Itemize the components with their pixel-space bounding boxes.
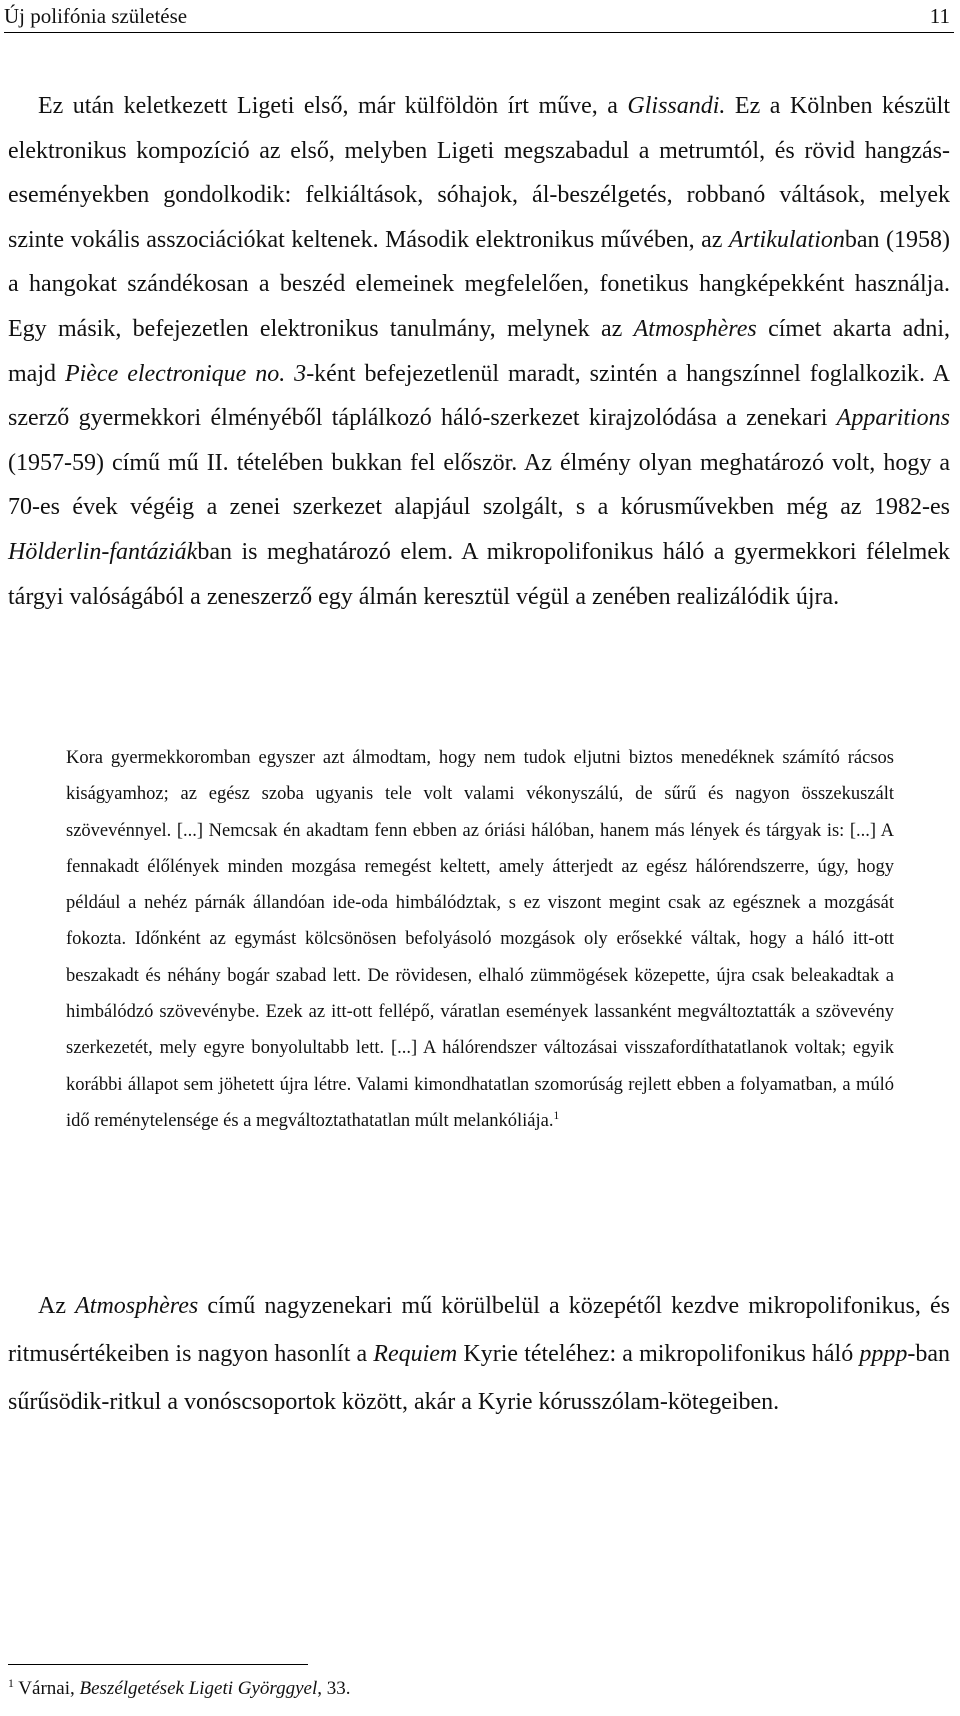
book-title: Beszélgetések Ligeti Györggyel <box>79 1678 318 1699</box>
text-run: című nagyzenekari mű körülbelül a közepétől kezdve mikropolifonikus, és ritmusértékeiben is nagyon hasonlít a <box>8 1293 951 1367</box>
quote-text: Kora gyermekkoromban egyszer azt álmodtam, hogy nem tudok eljutni biztos menedéknek számító rácsos kiságyamhoz; az egész szoba ugyanis tele volt valami vékonyszálú, de sűrű és nagyon összekuszált szövevénnyel. [...] Nemcsak én akadtam fenn ebben az óriási hálóban, hanem más lények és tárgyak is: [...] A fennakadt élőlények minden mozgása remegést keltett, amely átterjedt az egész hálórendszerre, úgy, hogy például a nehéz párnák állandóan ide-oda himbálództak, s ez viszont megint csak az egésznek a mozgását fokozta. Időnként az egymást kölcsönösen befolyásoló mozgások oly erősekké váltak, hogy a háló itt-ott beszakadt és néhány bogár szabad lett. De rövidesen, elhaló zümmögések közepette, újra csak beleakadtak a himbálódzó szövevénybe. Ezek az itt-ott fellépő, váratlan események lassanként megváltoztatták a szövevény szerkezetét, mely egyre bonyolultabb lett. [...] A hálórendszer változásai visszafordíthatatlanok voltak; egyik korábbi állapot sem jöhetett újra létre. Valami kimondhatatlan szomorúság rejlett ebben a folyamatban, a múló idő reménytelensége és a megváltoztathatatlan múlt melankóliája. <box>66 748 894 1131</box>
dynamic-marking: pppp <box>859 1341 908 1367</box>
text-run: Ez a Kölnben készült elektronikus kompozíció az első, melyben Ligeti megszabadul a metrumtól, és rövid hangzás-eseményekben gondolkodik: felkiáltások, sóhajok, ál-beszélgetés, robbanó váltások, melyek szinte vokális asszociációkat keltenek. Második elektronikus művében, az <box>8 93 950 253</box>
text-run: , 33. <box>317 1678 351 1699</box>
work-title: Glissandi. <box>627 93 726 119</box>
page-number: 11 <box>929 4 950 28</box>
text-run: ban (1958) a hangokat szándékosan a beszéd elemeinek megfelelően, fonetikus hangképekként használja. Egy másik, befejezetlen elektronikus tanulmány, melynek az <box>8 226 950 342</box>
work-title: Apparitions <box>836 405 950 432</box>
work-title: Requiem <box>373 1341 458 1367</box>
work-title: Atmosphères <box>633 315 757 342</box>
text-run: (1957-59) című mű II. tételében bukkan fel először. Az élmény olyan meghatározó volt, hogy a 70-es évek végéig a zenei szerkezet alapjául szolgált, s a kórusművekben még az 1982-es <box>8 449 950 521</box>
text-run: -ként befejezetlenül maradt, szintén a hangszínnel foglalkozik. A szerző gyermekkori élményéből táplálkozó háló-szerkezet kirajzolódása a zenekari <box>8 360 950 432</box>
text-run: Várnai, <box>13 1678 80 1699</box>
footnote-reference[interactable]: 1 <box>553 1110 560 1123</box>
header-title: Új polifónia születése <box>4 4 188 28</box>
body-paragraph-1 <box>8 84 950 619</box>
text-run: Ez után keletkezett Ligeti első, már külföldön írt műve, a <box>38 93 628 119</box>
work-title: Hölderlin-fantáziák <box>8 538 198 565</box>
work-title: Atmosphères <box>75 1293 199 1319</box>
block-quote <box>66 740 894 1139</box>
body-paragraph-2 <box>8 1282 950 1426</box>
footnote-number: 1 <box>8 1676 14 1690</box>
work-title: Pièce electronique no. 3 <box>64 360 307 387</box>
running-header <box>4 2 954 33</box>
text-run: Kyrie tételéhez: a mikropolifonikus háló <box>457 1341 860 1367</box>
footnote-divider <box>8 1664 308 1665</box>
text-run: ban is meghatározó elem. A mikropolifonikus háló a gyermekkori félelmek tárgyi valóságából a zeneszerző egy álmán keresztül végül a zenében realizálódik újra. <box>8 538 950 610</box>
footnote <box>8 1678 351 1700</box>
text-run: Az <box>38 1293 76 1319</box>
work-title: Artikulation <box>728 226 845 253</box>
text-run: címet akarta adni, majd <box>8 315 951 387</box>
text-run: -ban sűrűsödik-ritkul a vonóscsoportok között, akár a Kyrie kórusszólam-kötegeiben. <box>8 1341 950 1415</box>
